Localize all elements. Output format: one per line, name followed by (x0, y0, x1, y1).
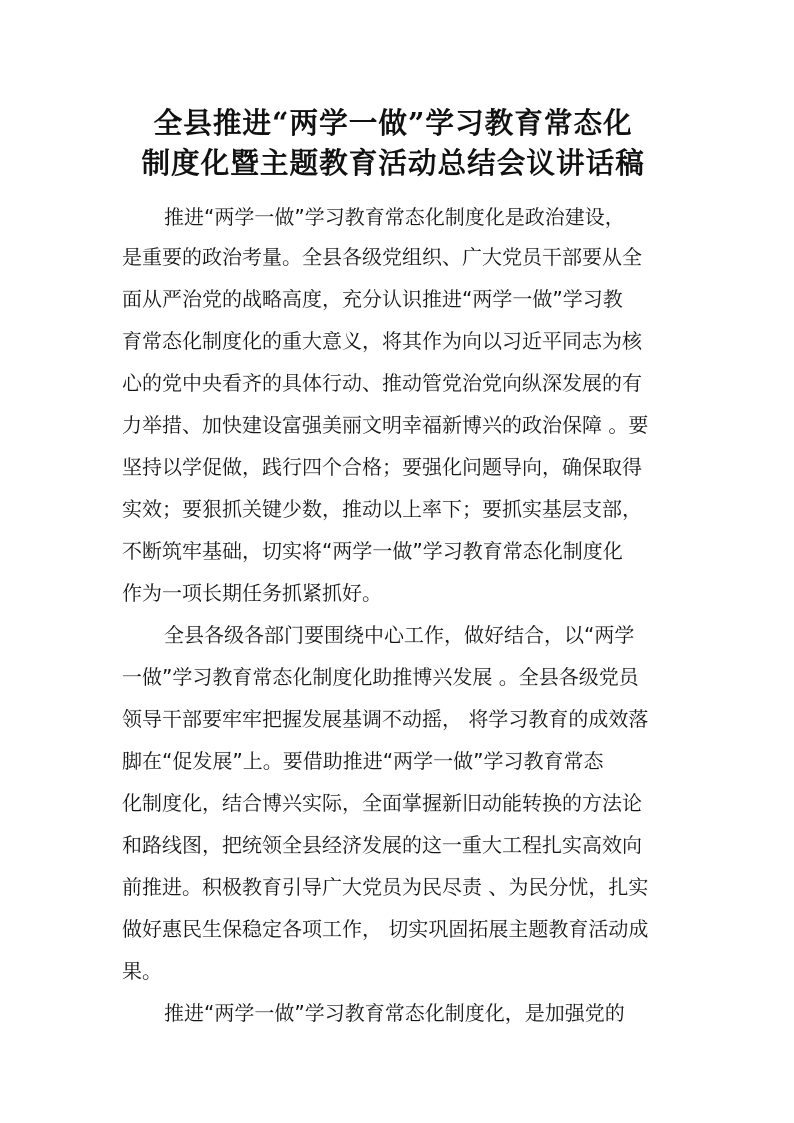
paragraph-3-line-1: 推进“两学一做”学习教育常态化制度化，是加强党的 (164, 1001, 625, 1025)
paragraph-1-line-10: 作为一项长期任务抓紧抓好。 (122, 581, 382, 605)
paragraph-2-line-6: 和路线图，把统领全县经济发展的这一重大工程扎实高效向 (122, 833, 642, 857)
paragraph-1-line-9: 不断筑牢基础，切实将“两学一做”学习教育常态化制度化 (122, 539, 623, 563)
paragraph-2-line-1: 全县各级各部门要围绕中心工作，做好结合，以“两学 (164, 623, 635, 647)
paragraph-1-line-1: 推进“两学一做”学习教育常态化制度化是政治建设， (164, 205, 625, 229)
paragraph-2-line-5: 化制度化，结合博兴实际，全面掌握新旧动能转换的方法论 (122, 791, 642, 815)
paragraph-2-line-2: 一做”学习教育常态化制度化助推博兴发展 。全县各级党员 (122, 665, 639, 689)
paragraph-1-line-8: 实效；要狠抓关键少数，推动以上率下；要抓实基层支部， (122, 497, 642, 521)
paragraph-1-line-6: 力举措、加快建设富强美丽文明幸福新博兴的政治保障 。要 (122, 413, 649, 437)
paragraph-1-line-2: 是重要的政治考量。全县各级党组织、广大党员干部要从全 (122, 245, 642, 269)
paragraph-2-line-4: 脚在“促发展”上。要借助推进“两学一做”学习教育常态 (122, 749, 604, 773)
paragraph-2-line-7: 前推进。积极教育引导广大党员为民尽责 、为民分忧，扎实 (122, 875, 649, 899)
paragraph-1-line-5: 心的党中央看齐的具体行动、推动管党治党向纵深发展的有 (122, 371, 642, 395)
paragraph-2-line-8: 做好惠民生保稳定各项工作， 切实巩固拓展主题教育活动成 (122, 917, 649, 941)
paragraph-1-line-7: 坚持以学促做，践行四个合格；要强化问题导向，确保取得 (122, 455, 642, 479)
paragraph-1-line-4: 育常态化制度化的重大意义，将其作为向以习近平同志为核 (122, 329, 642, 353)
document-title-line-1: 全县推进“两学一做”学习教育常态化 (153, 106, 633, 140)
paragraph-2-line-3: 领导干部要牢牢把握发展基调不动摇， 将学习教育的成效落 (122, 707, 649, 731)
paragraph-2-line-9: 果。 (122, 959, 162, 983)
paragraph-1-line-3: 面从严治党的战略高度，充分认识推进“两学一做”学习教 (122, 287, 623, 311)
document-title-line-2: 制度化暨主题教育活动总结会议讲话稿 (141, 146, 645, 180)
